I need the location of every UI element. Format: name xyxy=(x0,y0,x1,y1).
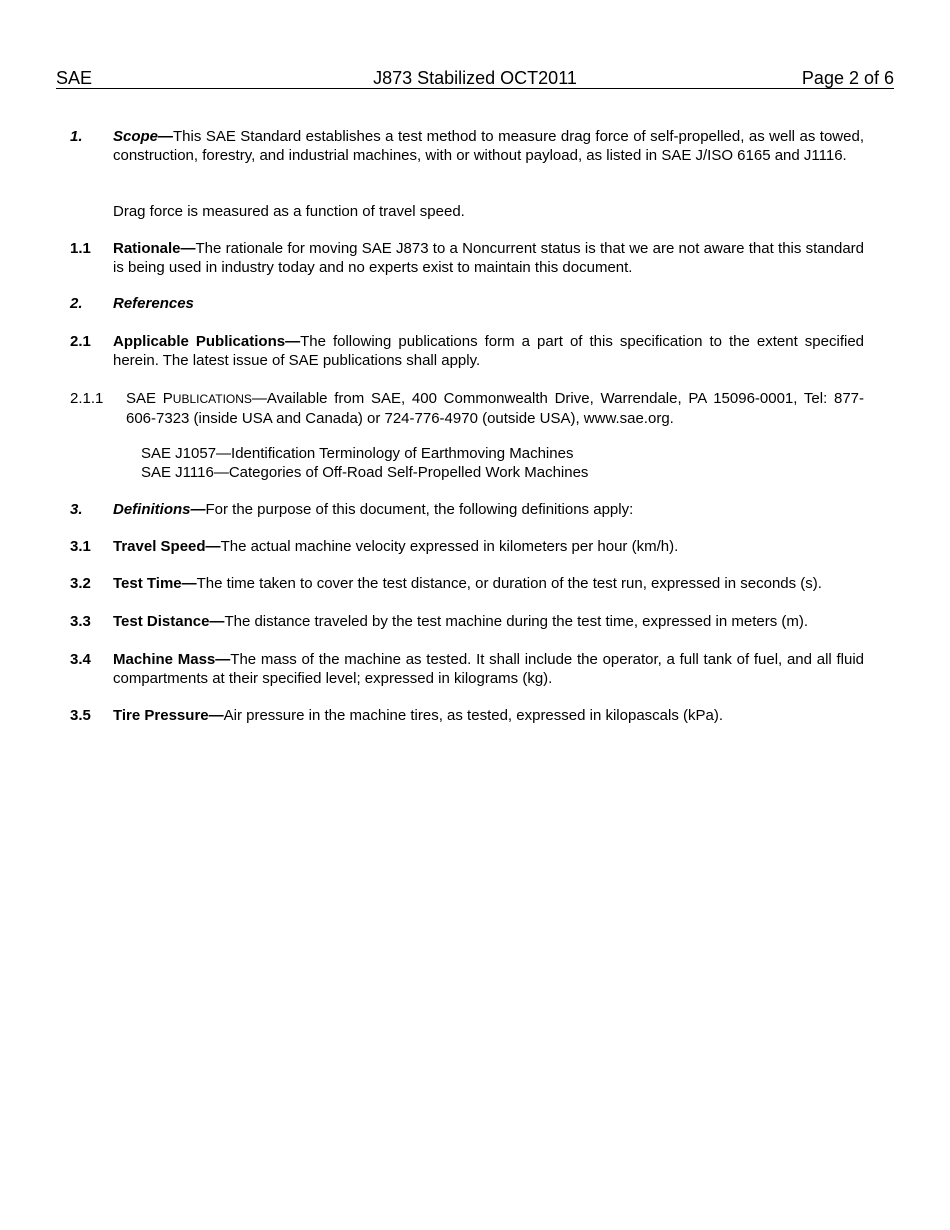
reference-list xyxy=(141,444,864,482)
page-header xyxy=(56,68,894,89)
section-3-5-title: Tire Pressure— xyxy=(113,707,224,724)
section-3-2-title: Test Time— xyxy=(113,575,197,592)
header-page-number: Page 2 of 6 xyxy=(801,68,894,88)
section-2-1-text: The following publications form a part of this specification to the extent specified herein. The latest issue of SAE publications shall apply. xyxy=(113,333,865,369)
section-3-4-text: The mass of the machine as tested. It shall include the operator, a full tank of fuel, and all fluid compartments at their specified level; expressed in kilograms (kg). xyxy=(113,651,864,687)
header-doc-id: J873 Stabilized OCT2011 xyxy=(373,68,577,88)
reference-item: SAE J1057—Identification Terminology of Earthmoving Machines xyxy=(141,445,574,462)
section-3-3-number: 3.3 xyxy=(70,613,91,630)
section-2-1-1-sae-publications xyxy=(126,389,864,428)
section-2-1-title: Applicable Publications— xyxy=(113,333,301,350)
section-1-scope xyxy=(113,127,864,165)
section-3-4-number: 3.4 xyxy=(70,651,91,668)
section-2-1-1-text: —Available from SAE, 400 Commonwealth Drive, Warrendale, PA 15096-0001, Tel: 877-606-7323 (inside USA and Canada) or 724-776-4970 (outside USA), www.sae.org. xyxy=(126,390,865,427)
section-2-1-1-smallcaps-initial: P xyxy=(162,390,173,407)
section-3-definitions xyxy=(113,500,864,519)
section-3-3-text: The distance traveled by the test machine during the test time, expressed in meters (m). xyxy=(224,613,809,630)
section-3-1-travel-speed xyxy=(113,537,864,556)
section-3-4-machine-mass xyxy=(113,650,864,688)
section-3-3-test-distance xyxy=(113,612,864,631)
section-1-number: 1. xyxy=(70,128,83,145)
section-1-text-2: Drag force is measured as a function of travel speed. xyxy=(113,203,465,220)
section-1-title: Scope— xyxy=(113,128,174,145)
section-1-1-number: 1.1 xyxy=(70,240,91,257)
section-3-4-title: Machine Mass— xyxy=(113,651,231,668)
section-3-title: Definitions— xyxy=(113,501,206,518)
section-3-5-text: Air pressure in the machine tires, as tested, expressed in kilopascals (kPa). xyxy=(223,707,724,724)
section-1-1-text: The rationale for moving SAE J873 to a Noncurrent status is that we are not aware that this standard is being used in industry today and no experts exist to maintain this document. xyxy=(113,240,864,276)
section-3-3-title: Test Distance— xyxy=(113,613,225,630)
section-2-1-applicable-publications xyxy=(113,332,864,370)
section-3-2-number: 3.2 xyxy=(70,575,91,592)
section-3-2-test-time xyxy=(113,574,864,593)
section-2-1-1-number: 2.1.1 xyxy=(70,390,104,407)
section-3-5-tire-pressure xyxy=(113,706,864,725)
section-1-1-title: Rationale— xyxy=(113,240,196,257)
section-1-1-rationale xyxy=(113,239,864,277)
reference-item: SAE J1116—Categories of Off-Road Self-Propelled Work Machines xyxy=(141,464,589,481)
section-2-1-1-smallcaps-rest: UBLICATIONS xyxy=(172,392,252,406)
section-2-title: References xyxy=(113,295,194,312)
section-3-2-text: The time taken to cover the test distance, or duration of the test run, expressed in seconds (s). xyxy=(196,575,822,592)
section-3-5-number: 3.5 xyxy=(70,707,91,724)
section-2-number: 2. xyxy=(70,295,83,312)
section-3-1-number: 3.1 xyxy=(70,538,91,555)
section-2-1-number: 2.1 xyxy=(70,333,91,350)
section-3-1-title: Travel Speed— xyxy=(113,538,221,555)
section-3-text: For the purpose of this document, the following definitions apply: xyxy=(205,501,634,518)
section-3-1-text: The actual machine velocity expressed in kilometers per hour (km/h). xyxy=(220,538,679,555)
header-org: SAE xyxy=(56,68,93,88)
section-2-1-1-prefix: SAE xyxy=(126,390,163,407)
section-3-number: 3. xyxy=(70,501,83,518)
section-1-text: This SAE Standard establishes a test method to measure drag force of self-propelled, as well as towed, construction, forestry, and industrial machines, with or without payload, as listed in SAE J/ISO 6165 and J1116. xyxy=(113,128,864,164)
